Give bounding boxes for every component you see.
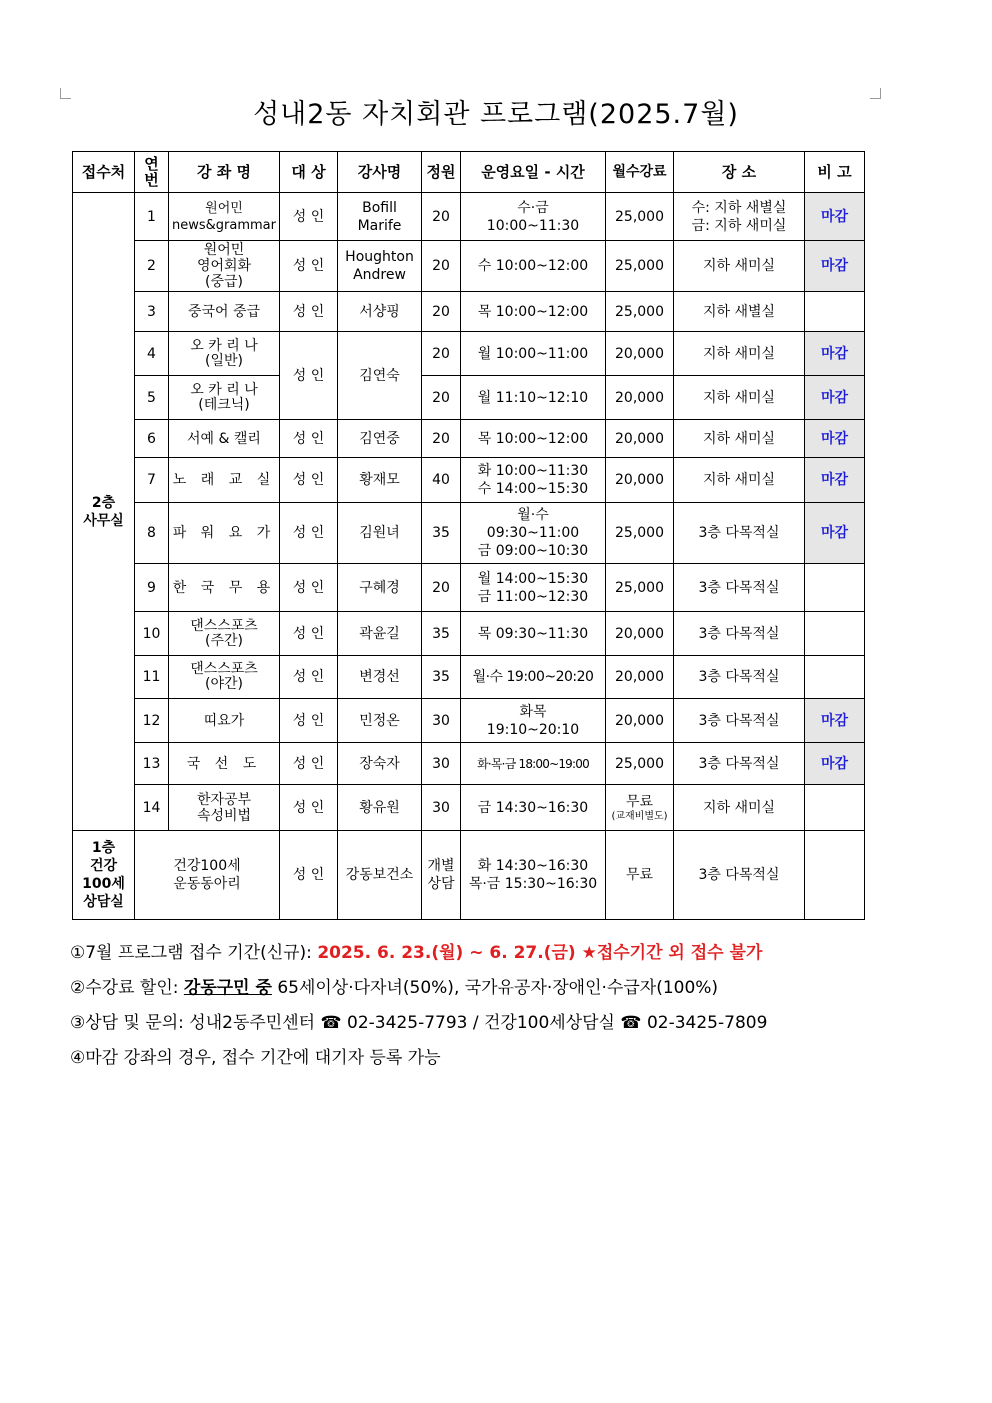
fee: 무료 — [606, 831, 674, 920]
course-name: 한 국 무 용 — [169, 564, 280, 612]
target: 성 인 — [280, 785, 338, 831]
capacity: 30 — [422, 743, 461, 785]
fee-value: 무료 — [625, 793, 654, 810]
row-number: 7 — [135, 458, 169, 503]
instructor: 곽윤길 — [338, 612, 422, 656]
schedule: 화 10:00~11:30 수 14:00~15:30 — [461, 458, 606, 503]
row-number: 12 — [135, 699, 169, 743]
table-row — [73, 458, 865, 503]
header-cell: 연 번 — [135, 152, 169, 193]
place: 지하 새미실 — [674, 376, 805, 420]
capacity: 20 — [422, 564, 461, 612]
section-label-1f: 1층 건강 100세 상담실 — [73, 831, 135, 920]
note-cell — [805, 785, 865, 831]
header-cell: 월수강료 — [606, 152, 674, 193]
course-name: 서예 & 캘리 — [169, 420, 280, 458]
instructor: 김연중 — [338, 420, 422, 458]
course-name: 오 카 리 나 (일반) — [169, 332, 280, 376]
instructor: Bofill Marife — [338, 193, 422, 241]
schedule: 화 14:30~16:30 목·금 15:30~16:30 — [461, 831, 606, 920]
fee: 25,000 — [606, 564, 674, 612]
place: 지하 새미실 — [674, 785, 805, 831]
target: 성 인 — [280, 699, 338, 743]
course-name: 중국어 중급 — [169, 292, 280, 332]
fee: 25,000 — [606, 193, 674, 241]
registration-dates: 2025. 6. 23.(월) ~ 6. 27.(금) — [317, 943, 582, 963]
row-number: 13 — [135, 743, 169, 785]
closed-badge: 마감 — [805, 332, 865, 376]
table-row — [73, 831, 865, 920]
fee-footnote: (교재비별도) — [611, 810, 668, 822]
fee: 25,000 — [606, 292, 674, 332]
fee: 20,000 — [606, 332, 674, 376]
course-name: 파 워 요 가 — [169, 503, 280, 564]
row-number: 4 — [135, 332, 169, 376]
place: 지하 새미실 — [674, 332, 805, 376]
capacity: 35 — [422, 503, 461, 564]
fee: 20,000 — [606, 656, 674, 699]
note-discount — [70, 973, 890, 1008]
place: 지하 새미실 — [674, 458, 805, 503]
fee — [606, 785, 674, 831]
capacity: 20 — [422, 292, 461, 332]
closed-badge: 마감 — [805, 193, 865, 241]
table-row — [73, 332, 865, 376]
table-row — [73, 656, 865, 699]
capacity: 20 — [422, 376, 461, 420]
target: 성 인 — [280, 612, 338, 656]
header-cell: 장 소 — [674, 152, 805, 193]
target: 성 인 — [280, 831, 338, 920]
table-row — [73, 564, 865, 612]
header-cell: 정원 — [422, 152, 461, 193]
target: 성 인 — [280, 656, 338, 699]
instructor: 황유원 — [338, 785, 422, 831]
instructor: 황재모 — [338, 458, 422, 503]
closed-badge: 마감 — [805, 743, 865, 785]
table-row — [73, 503, 865, 564]
note-cell — [805, 564, 865, 612]
place: 3층 다목적실 — [674, 699, 805, 743]
instructor: 강동보건소 — [338, 831, 422, 920]
capacity: 20 — [422, 193, 461, 241]
schedule: 월·수 19:00~20:20 — [461, 656, 606, 699]
closed-badge: 마감 — [805, 458, 865, 503]
header-cell: 접수처 — [73, 152, 135, 193]
notes-section — [70, 938, 890, 1078]
capacity: 20 — [422, 241, 461, 292]
fee: 20,000 — [606, 699, 674, 743]
instructor: Houghton Andrew — [338, 241, 422, 292]
note-cell — [805, 656, 865, 699]
place: 3층 다목적실 — [674, 503, 805, 564]
row-number: 10 — [135, 612, 169, 656]
capacity: 20 — [422, 420, 461, 458]
header-cell: 대 상 — [280, 152, 338, 193]
schedule: 월 10:00~11:00 — [461, 332, 606, 376]
place: 지하 새미실 — [674, 241, 805, 292]
instructor: 김원녀 — [338, 503, 422, 564]
table-row — [73, 292, 865, 332]
fee: 20,000 — [606, 458, 674, 503]
target: 성 인 — [280, 241, 338, 292]
schedule: 월 11:10~12:10 — [461, 376, 606, 420]
closed-badge: 마감 — [805, 699, 865, 743]
row-number: 14 — [135, 785, 169, 831]
capacity: 40 — [422, 458, 461, 503]
table-row — [73, 699, 865, 743]
section-label-2f: 2층 사무실 — [73, 193, 135, 831]
table-header-row — [73, 152, 865, 193]
table-row — [73, 743, 865, 785]
row-number: 6 — [135, 420, 169, 458]
course-name: 한자공부 속성비법 — [169, 785, 280, 831]
row-number: 3 — [135, 292, 169, 332]
row-number: 9 — [135, 564, 169, 612]
fee: 20,000 — [606, 612, 674, 656]
course-name: 원어민 news&grammar — [169, 193, 280, 241]
fee: 20,000 — [606, 376, 674, 420]
note-cell — [805, 831, 865, 920]
capacity: 30 — [422, 785, 461, 831]
place: 지하 새별실 — [674, 292, 805, 332]
note-cell — [805, 612, 865, 656]
capacity: 35 — [422, 656, 461, 699]
course-name: 원어민 영어회화 (중급) — [169, 241, 280, 292]
target: 성 인 — [280, 292, 338, 332]
schedule: 화목 19:10~20:10 — [461, 699, 606, 743]
target: 성 인 — [280, 743, 338, 785]
schedule: 수·금 10:00~11:30 — [461, 193, 606, 241]
instructor: 구혜경 — [338, 564, 422, 612]
instructor: 민정온 — [338, 699, 422, 743]
course-name: 건강100세 운동동아리 — [135, 831, 280, 920]
row-number: 5 — [135, 376, 169, 420]
header-cell: 운영요일 - 시간 — [461, 152, 606, 193]
note-text: ①7월 프로그램 접수 기간(신규): — [70, 943, 318, 963]
table-row — [73, 193, 865, 241]
note-cell — [805, 292, 865, 332]
note-text: ②수강료 할인: — [70, 978, 184, 998]
fee: 25,000 — [606, 503, 674, 564]
instructor: 서샹핑 — [338, 292, 422, 332]
schedule: 화·목·금 18:00~19:00 — [461, 743, 606, 785]
header-cell: 강사명 — [338, 152, 422, 193]
instructor: 김연숙 — [338, 332, 422, 420]
program-table — [72, 151, 865, 920]
schedule: 월·수 09:30~11:00 금 09:00~10:30 — [461, 503, 606, 564]
capacity: 개별 상담 — [422, 831, 461, 920]
schedule: 수 10:00~12:00 — [461, 241, 606, 292]
course-name: 오 카 리 나 (테크닉) — [169, 376, 280, 420]
fee: 25,000 — [606, 241, 674, 292]
row-number: 8 — [135, 503, 169, 564]
schedule: 목 09:30~11:30 — [461, 612, 606, 656]
fee: 20,000 — [606, 420, 674, 458]
discount-emphasis: 강동구민 중 — [183, 978, 272, 998]
capacity: 20 — [422, 332, 461, 376]
capacity: 30 — [422, 699, 461, 743]
row-number: 1 — [135, 193, 169, 241]
target: 성 인 — [280, 420, 338, 458]
closed-badge: 마감 — [805, 503, 865, 564]
place: 3층 다목적실 — [674, 743, 805, 785]
schedule: 월 14:00~15:30 금 11:00~12:30 — [461, 564, 606, 612]
course-name: 노 래 교 실 — [169, 458, 280, 503]
capacity: 35 — [422, 612, 461, 656]
course-name: 댄스스포츠 (주간) — [169, 612, 280, 656]
schedule: 목 10:00~12:00 — [461, 420, 606, 458]
place: 3층 다목적실 — [674, 564, 805, 612]
instructor: 변경선 — [338, 656, 422, 699]
course-name: 댄스스포츠 (야간) — [169, 656, 280, 699]
place: 3층 다목적실 — [674, 831, 805, 920]
note-waitlist: ④마감 강좌의 경우, 접수 기간에 대기자 등록 가능 — [70, 1048, 441, 1068]
page-title: 성내2동 자치회관 프로그램(2025.7월) — [253, 99, 739, 130]
closed-badge: 마감 — [805, 241, 865, 292]
table-row — [73, 612, 865, 656]
instructor: 장숙자 — [338, 743, 422, 785]
place: 3층 다목적실 — [674, 612, 805, 656]
table-row — [73, 420, 865, 458]
schedule: 목 10:00~12:00 — [461, 292, 606, 332]
closed-badge: 마감 — [805, 420, 865, 458]
note-contact: ③상담 및 문의: 성내2동주민센터 ☎ 02-3425-7793 / 건강100세상담실 ☎ 02-3425-7809 — [70, 1013, 768, 1033]
target: 성 인 — [280, 332, 338, 420]
target: 성 인 — [280, 503, 338, 564]
row-number: 11 — [135, 656, 169, 699]
course-name: 띠요가 — [169, 699, 280, 743]
table-row — [73, 376, 865, 420]
registration-warning: ★접수기간 외 접수 불가 — [581, 943, 763, 963]
table-row — [73, 241, 865, 292]
note-registration — [70, 938, 890, 973]
schedule: 금 14:30~16:30 — [461, 785, 606, 831]
target: 성 인 — [280, 458, 338, 503]
row-number: 2 — [135, 241, 169, 292]
header-cell: 비 고 — [805, 152, 865, 193]
fee: 25,000 — [606, 743, 674, 785]
closed-badge: 마감 — [805, 376, 865, 420]
course-name: 국 선 도 — [169, 743, 280, 785]
place: 3층 다목적실 — [674, 656, 805, 699]
note-text: 65세이상·다자녀(50%), 국가유공자·장애인·수급자(100%) — [271, 978, 719, 998]
place: 지하 새미실 — [674, 420, 805, 458]
target: 성 인 — [280, 564, 338, 612]
place: 수: 지하 새별실 금: 지하 새미실 — [674, 193, 805, 241]
table-row — [73, 785, 865, 831]
target: 성 인 — [280, 193, 338, 241]
header-cell: 강 좌 명 — [169, 152, 280, 193]
